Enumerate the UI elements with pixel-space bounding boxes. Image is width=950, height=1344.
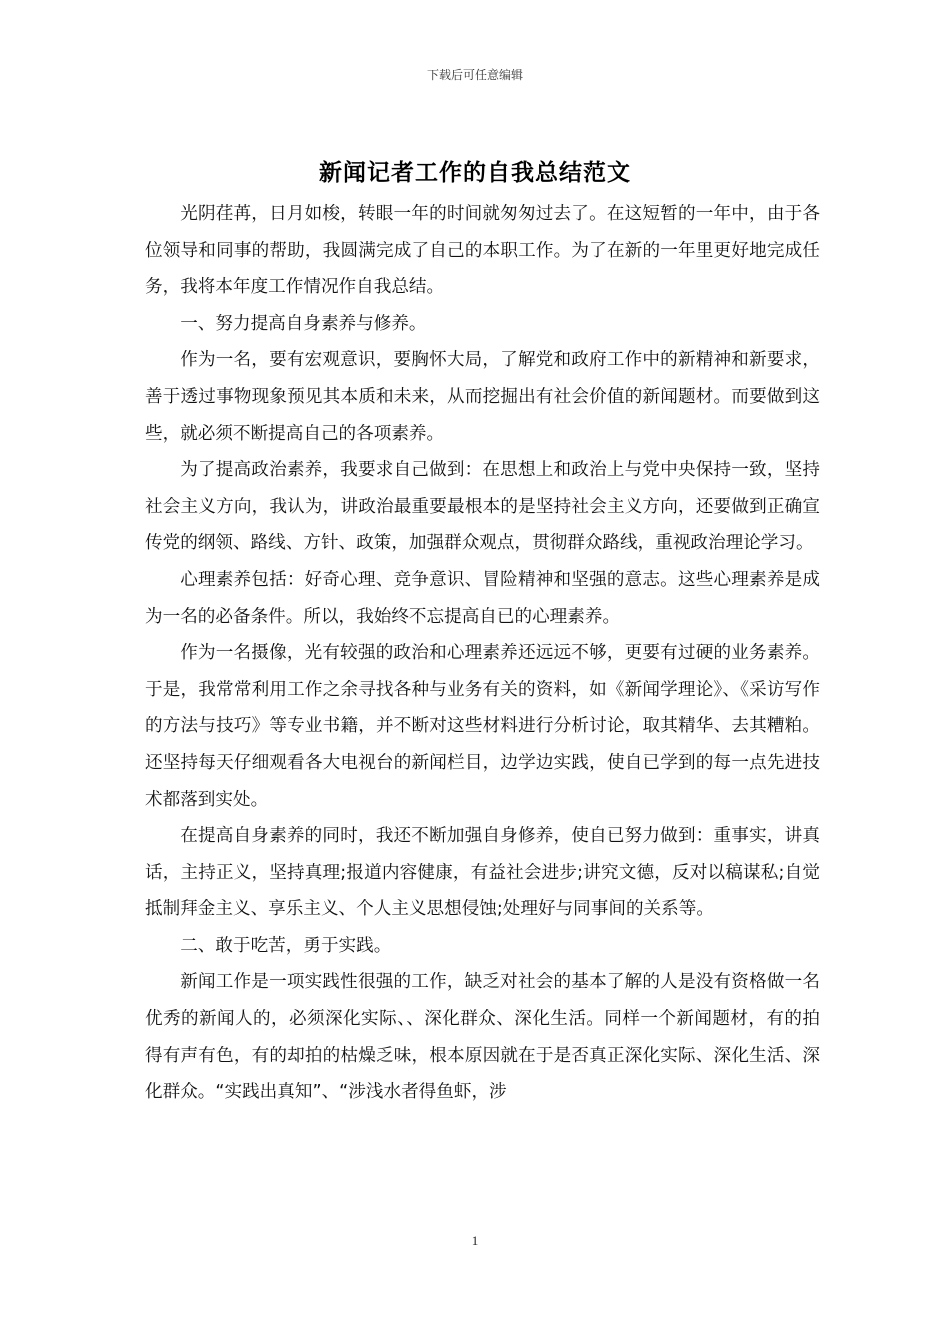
paragraph: 为了提高政治素养，我要求自己做到：在思想上和政治上与党中央保持一致，坚持社会主义方向，我认为，讲政治最重要最根本的是坚持社会主义方向，还要做到正确宣传党的纲领、路线、方针、政策，加强群众观点，贯彻群众路线，重视政治理论学习。 [145,460,820,554]
paragraph: 在提高自身素养的同时，我还不断加强自身修养，使自已努力做到：重事实，讲真话，主持正义，坚持真理;报道内容健康，有益社会进步;讲究文德，反对以稿谋私;自觉抵制拜金主义、享乐主义、个人主义思想侵蚀;处理好与同事间的关系等。 [145,826,820,920]
document-title: 新闻记者工作的自我总结范文 [319,160,631,186]
paragraph: 作为一名摄像，光有较强的政治和心理素养还远远不够，更要有过硬的业务素养。于是，我常常利用工作之余寻找各种与业务有关的资料，如《新闻学理论》、《采访写作的方法与技巧》等专业书籍，并不断对这些材料进行分析讨论，取其精华、去其糟粕。还坚持每天仔细观看各大电视台的新闻栏目，边学边实践，使自已学到的每一点先进技术都落到实处。 [145,643,820,810]
page-header-note: 下载后可任意编辑 [426,68,523,82]
section-heading-1: 一、努力提高自身素养与修养。 [180,313,427,334]
page-number: 1 [471,1233,479,1248]
paragraph: 新闻工作是一项实践性很强的工作，缺乏对社会的基本了解的人是没有资格做一名优秀的新闻人的，必须深化实际、、深化群众、深化生活。同样一个新闻题材，有的拍得有声有色，有的却拍的枯燥乏味，根本原因就在于是否真正深化实际、深化生活、深化群众。“实践出真知”、“涉浅水者得鱼虾，涉 [145,972,820,1103]
paragraph-intro: 光阴荏苒，日月如梭，转眼一年的时间就匆匆过去了。在这短暂的一年中，由于各位领导和同事的帮助，我圆满完成了自己的本职工作。为了在新的一年里更好地完成任务，我将本年度工作情况作自我总结。 [145,204,820,298]
document-body [145,196,820,1111]
paragraph: 心理素养包括：好奇心理、竞争意识、冒险精神和坚强的意志。这些心理素养是成为一名的必备条件。所以，我始终不忘提高自已的心理素养。 [145,569,820,627]
section-heading-2: 二、敢于吃苦，勇于实践。 [180,935,392,956]
paragraph: 作为一名，要有宏观意识，要胸怀大局，了解党和政府工作中的新精神和新要求，善于透过事物现象预见其本质和未来，从而挖掘出有社会价值的新闻题材。而要做到这些，就必须不断提高自己的各项素养。 [145,350,820,444]
